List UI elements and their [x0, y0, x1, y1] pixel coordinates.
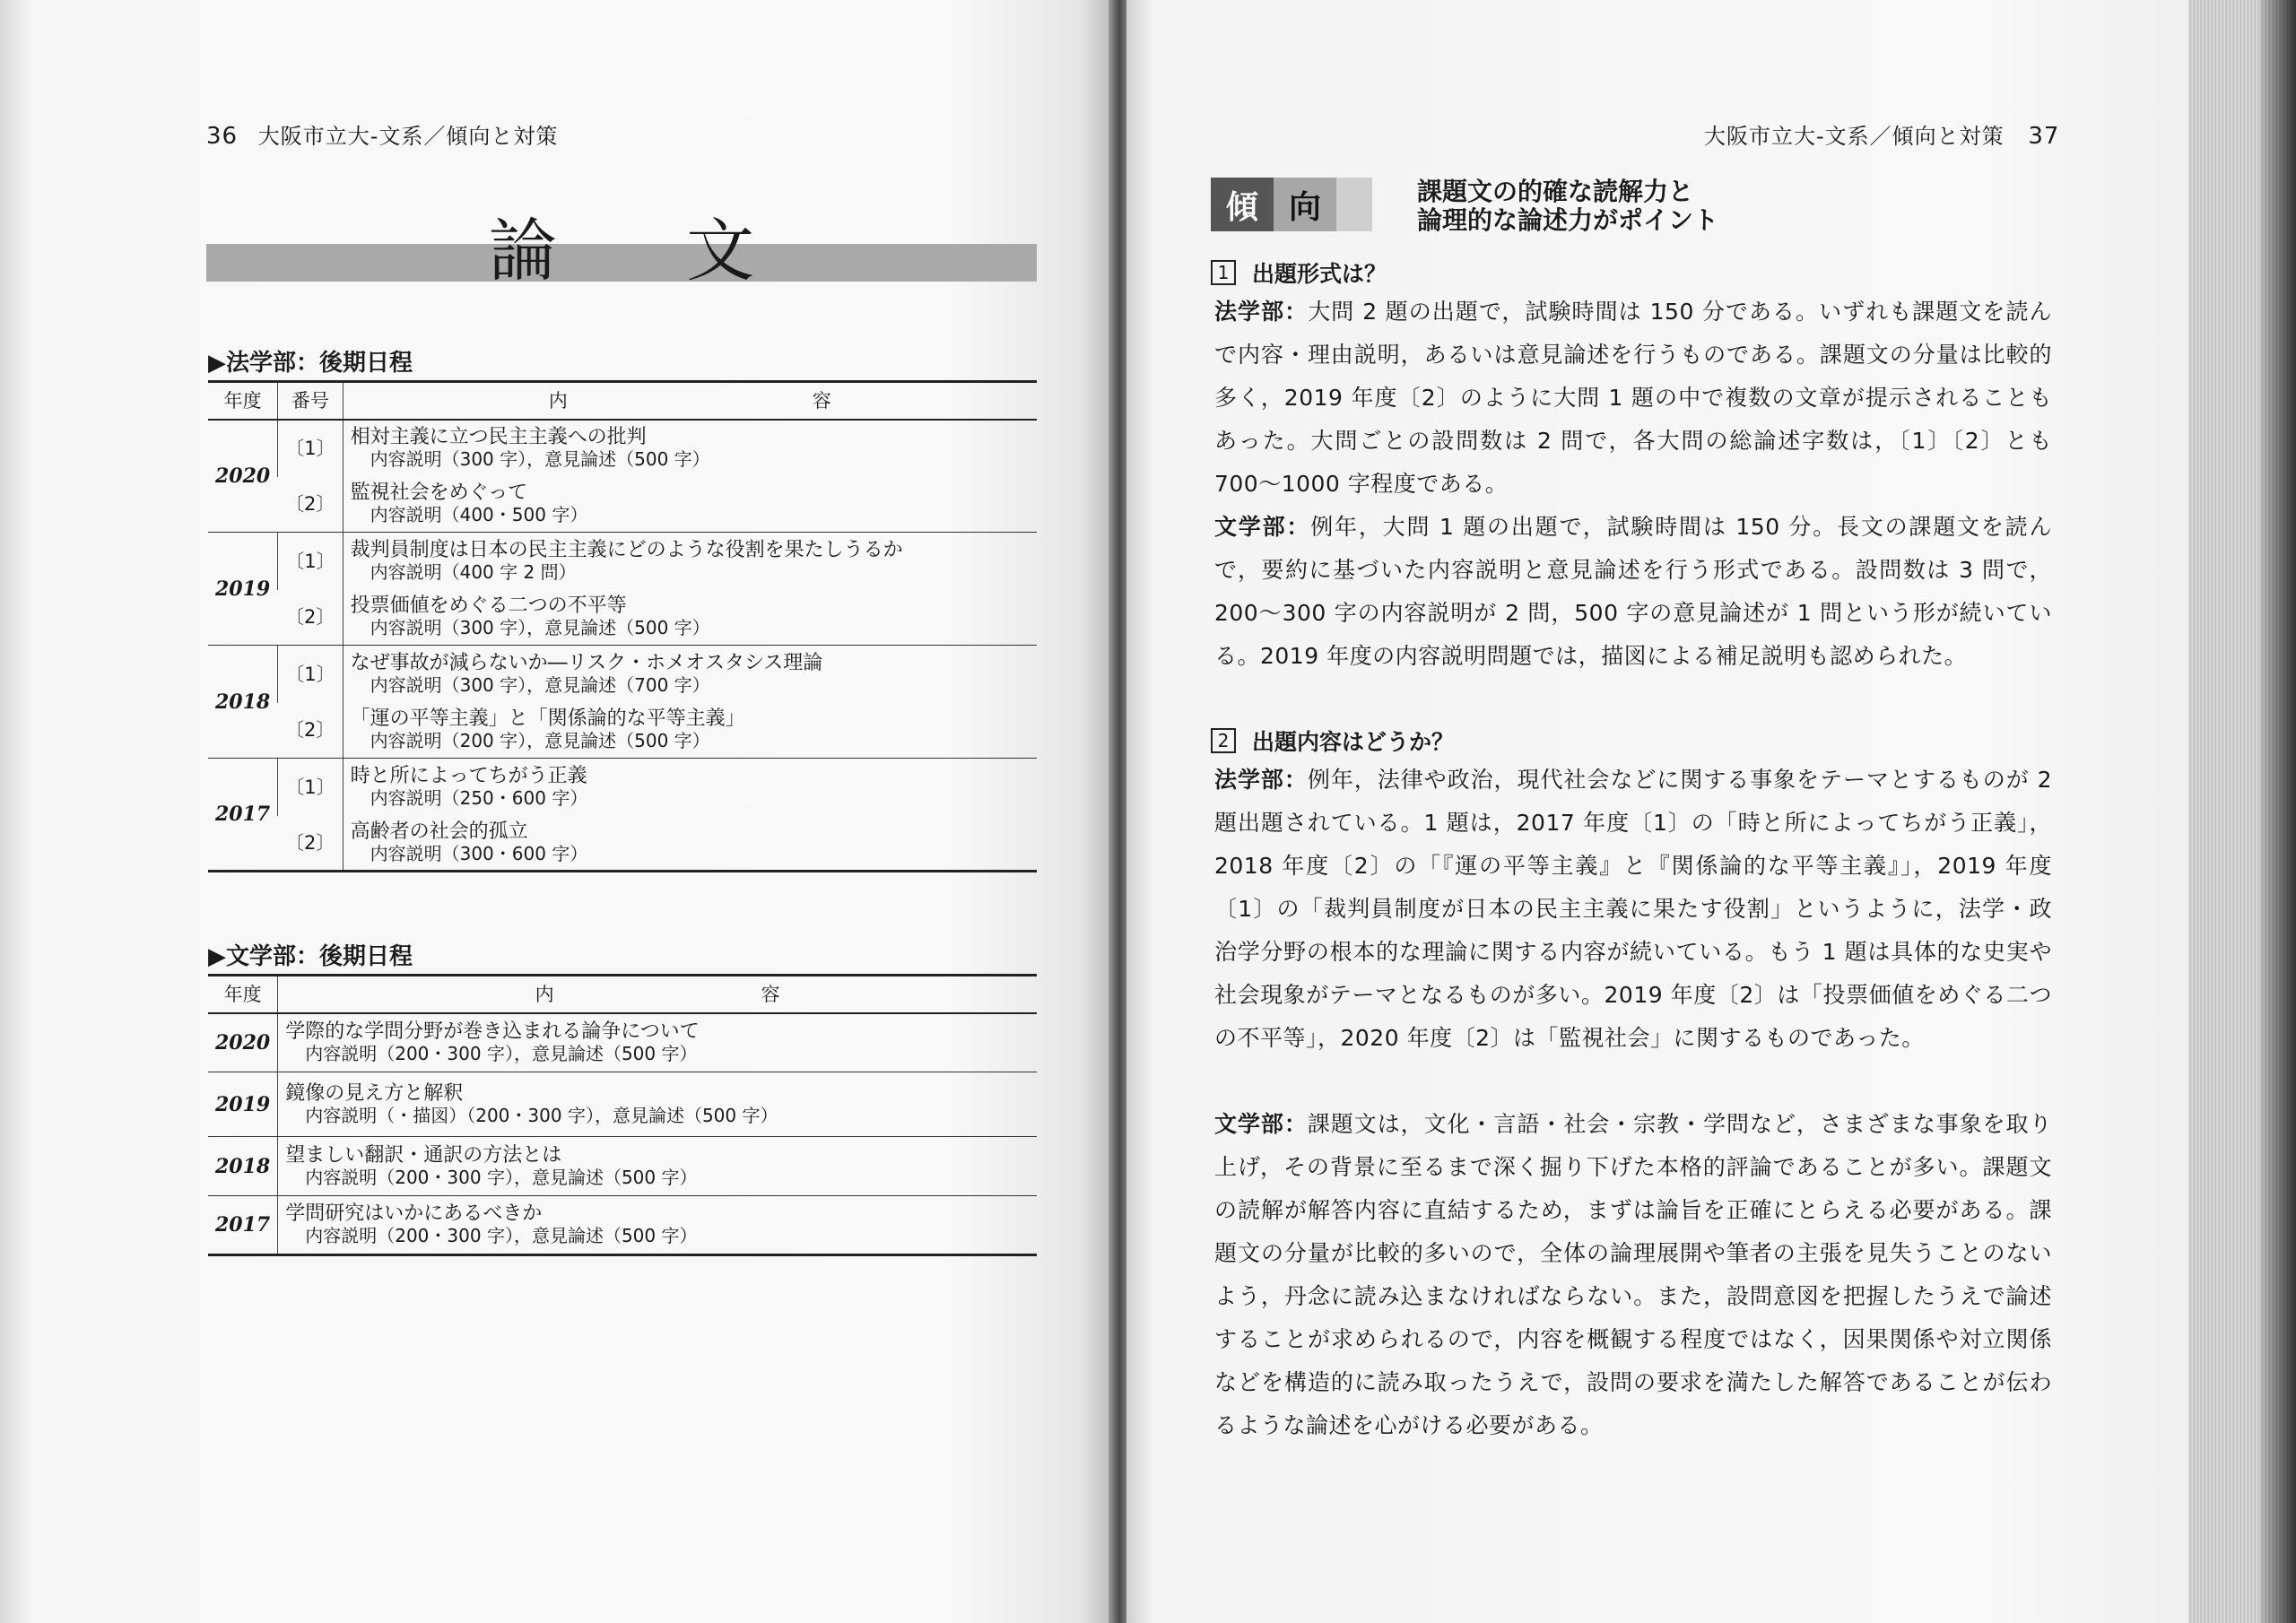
question-number: 〔2〕 [278, 816, 343, 872]
question-detail: 内容説明（300 字），意見論述（700 字） [370, 673, 710, 696]
q1-heading-text: 出題形式は？ [1252, 261, 1387, 287]
q2-heading [1211, 725, 1454, 757]
question-number: 〔1〕 [278, 646, 343, 703]
lit-detail: 内容説明（・描図）（200・300 字），意見論述（500 字） [305, 1104, 778, 1126]
right-running-head [1704, 118, 2059, 150]
q2-law-paragraph [1214, 759, 2052, 1060]
question-detail: 内容説明（250・600 字） [370, 786, 588, 809]
lit-title: 学際的な学問分野が巻き込まれる論争について [285, 1020, 700, 1043]
lit-detail: 内容説明（200・300 字），意見論述（500 字） [305, 1042, 698, 1064]
lit-detail: 内容説明（200・300 字），意見論述（500 字） [305, 1225, 698, 1246]
tendency-title-line-1: 課題文の的確な読解力と [1417, 177, 1694, 206]
year-cell: 2019 [208, 1072, 278, 1137]
question-title: 監視社会をめぐって [350, 482, 528, 505]
col-number: 番号 [278, 382, 343, 420]
q1-lit-lead: 文学部： [1214, 514, 1311, 540]
question-title: 裁判員制度は日本の民主主義にどのような役割を果たしうるか [350, 538, 903, 561]
right-header-title: 大阪市立大-文系／傾向と対策 [1704, 124, 2005, 149]
year-cell: 2020 [208, 1013, 278, 1072]
question-number: 〔1〕 [278, 759, 343, 816]
question-detail: 内容説明（300 字），意見論述（500 字） [370, 448, 710, 470]
question-detail: 内容説明（300・600 字） [370, 842, 588, 864]
year-cell: 2018 [208, 1137, 278, 1196]
lit-schedule-heading: ▶文学部：後期日程 [208, 943, 413, 970]
lit-title: 望ましい翻訳・通訳の方法とは [285, 1143, 562, 1167]
tendency-title [1417, 178, 1718, 235]
question-title: 高齢者の社会的孤立 [350, 820, 528, 843]
q2-heading-text: 出題内容はどうか？ [1252, 729, 1455, 755]
section-title: 論 文 [488, 211, 809, 291]
left-header-title: 大阪市立大-文系／傾向と対策 [257, 124, 559, 149]
year-cell: 2018 [208, 646, 278, 759]
question-detail: 内容説明（300 字），意見論述（500 字） [370, 617, 710, 639]
year-cell: 2019 [208, 533, 278, 646]
law-schedule-heading: ▶法学部：後期日程 [208, 350, 413, 377]
tendency-title-line-2: 論理的な論述力がポイント [1417, 205, 1719, 235]
q1-law-paragraph [1214, 291, 2052, 506]
right-page-number: 37 [2028, 123, 2060, 150]
lit-title: 学問研究はいかにあるべきか [285, 1202, 543, 1225]
col-year: 年度 [208, 382, 278, 420]
tendency-label-char-2: 向 [1274, 178, 1336, 231]
question-detail: 内容説明（200 字），意見論述（500 字） [370, 730, 710, 752]
question-number: 〔2〕 [278, 703, 343, 759]
year-cell: 2017 [208, 759, 278, 872]
lit-title: 鏡像の見え方と解釈 [285, 1081, 464, 1105]
question-title: 時と所によってちがう正義 [350, 764, 587, 787]
book-edge-shadow [2260, 0, 2296, 1623]
col-content: 内 容 [278, 976, 1037, 1013]
year-cell: 2020 [208, 420, 278, 533]
col-content: 内 容 [343, 382, 1037, 420]
q1-lit-text: 例年，大問 1 題の出題で，試験時間は 150 分。長文の課題文を読んで，要約に基づいた内容説明と意見論述を行う形式である。設問数は 3 問で，200～300 字の内容説明が 2 問，500 字の意見論述が 1 問という形が続いている。2019 年度の内容説明問題では，描図による補足説明も認められた。 [1214, 514, 2052, 669]
question-title: なぜ事故が減らないか―リスク・ホメオスタシス理論 [350, 651, 823, 674]
q2-lit-lead: 文学部： [1214, 1111, 1308, 1137]
q2-lit-text: 課題文は，文化・言語・社会・宗教・学問など，さまざまな事象を取り上げ，その背景に至るまで深く掘り下げた本格的評論であることが多い。課題文の読解が解答内容に直結するため，まずは論旨を正確にとらえる必要がある。課題文の分量が比較的多いので，全体の論理展開や筆者の主張を見失うことのないよう，丹念に読み込まなければならない。また，設問意図を把握したうえで論述することが求められるので，内容を概観する程度ではなく，因果関係や対立関係などを構造的に読み取ったうえで，設問の要求を満たした解答であることが伝わるような論述を心がける必要がある。 [1214, 1111, 2052, 1438]
question-title: 相対主義に立つ民主主義への批判 [350, 426, 647, 448]
q2-lit-paragraph [1214, 1103, 2052, 1447]
question-number: 〔2〕 [278, 477, 343, 533]
question-title: 投票価値をめぐる二つの不平等 [350, 595, 627, 618]
tendency-label-char-1: 傾 [1211, 178, 1274, 231]
question-detail: 内容説明（400 字 2 問） [370, 560, 577, 583]
q1-number-box: 1 [1211, 260, 1236, 285]
q2-law-text: 例年，法律や政治，現代社会などに関する事象をテーマとするものが 2 題出題されている。1 題は，2017 年度〔1〕の「時と所によってちがう正義」，2018 年度〔2〕の「『運の平等主義』と『関係論的な平等主義』」，2019 年度〔1〕の「裁判員制度が日本の民主主義に果たす役割」というように，法学・政治学分野の根本的な理論に関する内容が続いている。もう 1 題は具体的な史実や社会現象がテーマとなるものが多い。2019 年度〔2〕は「投票価値をめぐる二つの不平等」，2020 年度〔2〕は「監視社会」に関するものであった。 [1214, 767, 2052, 1051]
q2-law-lead: 法学部： [1214, 767, 1308, 793]
q1-heading [1211, 256, 1387, 289]
q1-law-text: 大問 2 題の出題で，試験時間は 150 分である。いずれも課題文を読んで内容・理由説明，あるいは意見論述を行うものである。課題文の分量は比較的多く，2019 年度〔2〕のように大問 1 題の中で複数の文章が提示されることもあった。大問ごとの設問数は 2 問で，各大問の総論述字数は，〔1〕〔2〕とも 700～1000 字程度である。 [1214, 299, 2052, 497]
year-cell: 2017 [208, 1196, 278, 1255]
question-number: 〔1〕 [278, 533, 343, 590]
q1-law-lead: 法学部： [1214, 299, 1309, 325]
q2-number-box: 2 [1211, 728, 1236, 753]
question-number: 〔2〕 [278, 590, 343, 646]
tendency-label [1211, 178, 1372, 231]
lit-detail: 内容説明（200・300 字），意見論述（500 字） [305, 1166, 698, 1188]
col-year: 年度 [208, 976, 278, 1013]
tendency-label-tail [1336, 178, 1372, 231]
question-number: 〔1〕 [278, 420, 343, 477]
question-title: 「運の平等主義」と「関係論的な平等主義」 [350, 707, 745, 731]
left-page-number: 36 [206, 123, 239, 150]
question-detail: 内容説明（400・500 字） [370, 504, 588, 526]
q1-lit-paragraph [1214, 506, 2052, 678]
